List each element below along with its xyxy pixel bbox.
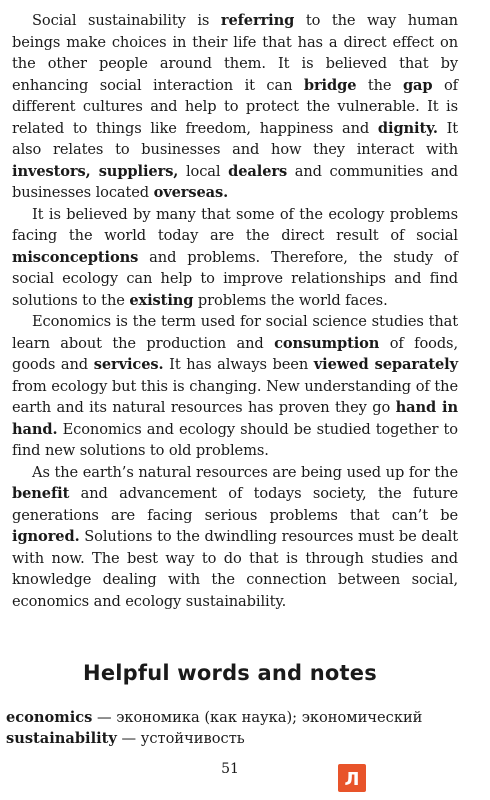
paragraph — [12, 204, 458, 312]
bold-term: viewed separately — [313, 356, 458, 373]
text-run: of different cultures and help to protect the vulnerable. It is related to things like freedom, happiness and — [12, 76, 458, 137]
text-run: and communities and businesses located — [12, 162, 459, 201]
glossary-term: sustainability — [6, 730, 117, 747]
glossary-definition: — устойчивость — [116, 730, 245, 747]
glossary-term: economics — [6, 709, 93, 726]
page-number: 51 — [221, 761, 239, 777]
bold-term: ignored. — [12, 528, 80, 545]
litres-logo-icon — [338, 764, 366, 792]
text-run: As the earth’s natural resources are being used up for the — [32, 463, 458, 481]
text-run: of foods, goods and — [12, 334, 458, 373]
bold-term: services. — [93, 356, 164, 373]
text-run: Social sustainability is — [32, 12, 221, 29]
paragraph — [12, 311, 458, 462]
bold-term: dealers — [228, 162, 288, 180]
bold-term: existing — [129, 291, 194, 309]
glossary-entry — [6, 707, 466, 728]
section-heading: Helpful words and notes — [83, 661, 377, 685]
bold-term: consumption — [274, 334, 380, 352]
bold-term: referring — [220, 12, 295, 29]
bold-term: investors, suppliers, — [12, 162, 179, 180]
bold-term: bridge — [303, 76, 357, 94]
text-run: Economics and ecology should be studied together to find new solutions to old problems. — [12, 420, 458, 459]
text-run: the — [356, 76, 403, 94]
bold-term: dignity. — [377, 119, 438, 137]
bold-term: gap — [402, 76, 433, 94]
text-run: and problems. Therefore, the study of social ecology can help to improve relationships and find solutions to the — [12, 248, 458, 309]
text-run: Economics is the term used for social science studies that learn about the production and — [12, 313, 458, 352]
text-run: Solutions to the dwindling resources must be dealt with now. The best way to do that is through studies and knowledge dealing with the connection between social, economics and ecology sustainability. — [12, 528, 458, 610]
text-run: local — [178, 162, 229, 180]
text-run: and advancement of todays society, the future generations are facing serious problems that can’t be — [12, 485, 458, 524]
glossary-definition: — экономика (как наука); экономический — [92, 709, 423, 726]
glossary — [6, 707, 466, 749]
text-run: It has always been — [163, 356, 314, 373]
paragraph — [12, 462, 458, 613]
text-run: to the way human beings make choices in their life that has a direct effect on the other people around them. It is believed that by enhancing social interaction it can — [12, 12, 458, 94]
bold-term: misconceptions — [12, 248, 139, 266]
text-run: It also relates to businesses and how they interact with — [12, 119, 458, 158]
paragraph — [12, 10, 458, 204]
bold-term: benefit — [12, 485, 70, 502]
glossary-entry — [6, 728, 466, 749]
text-run: from ecology but this is changing. New understanding of the earth and its natural resources has proven they go — [12, 377, 458, 416]
bold-term: overseas. — [153, 184, 229, 201]
text-run: problems the world faces. — [193, 291, 388, 309]
svg-text:Л: Л — [344, 769, 360, 790]
body-text — [12, 10, 458, 612]
bold-term: hand in hand. — [12, 399, 458, 438]
text-run: It is believed by many that some of the ecology problems facing the world today are the direct result of social — [12, 205, 458, 244]
